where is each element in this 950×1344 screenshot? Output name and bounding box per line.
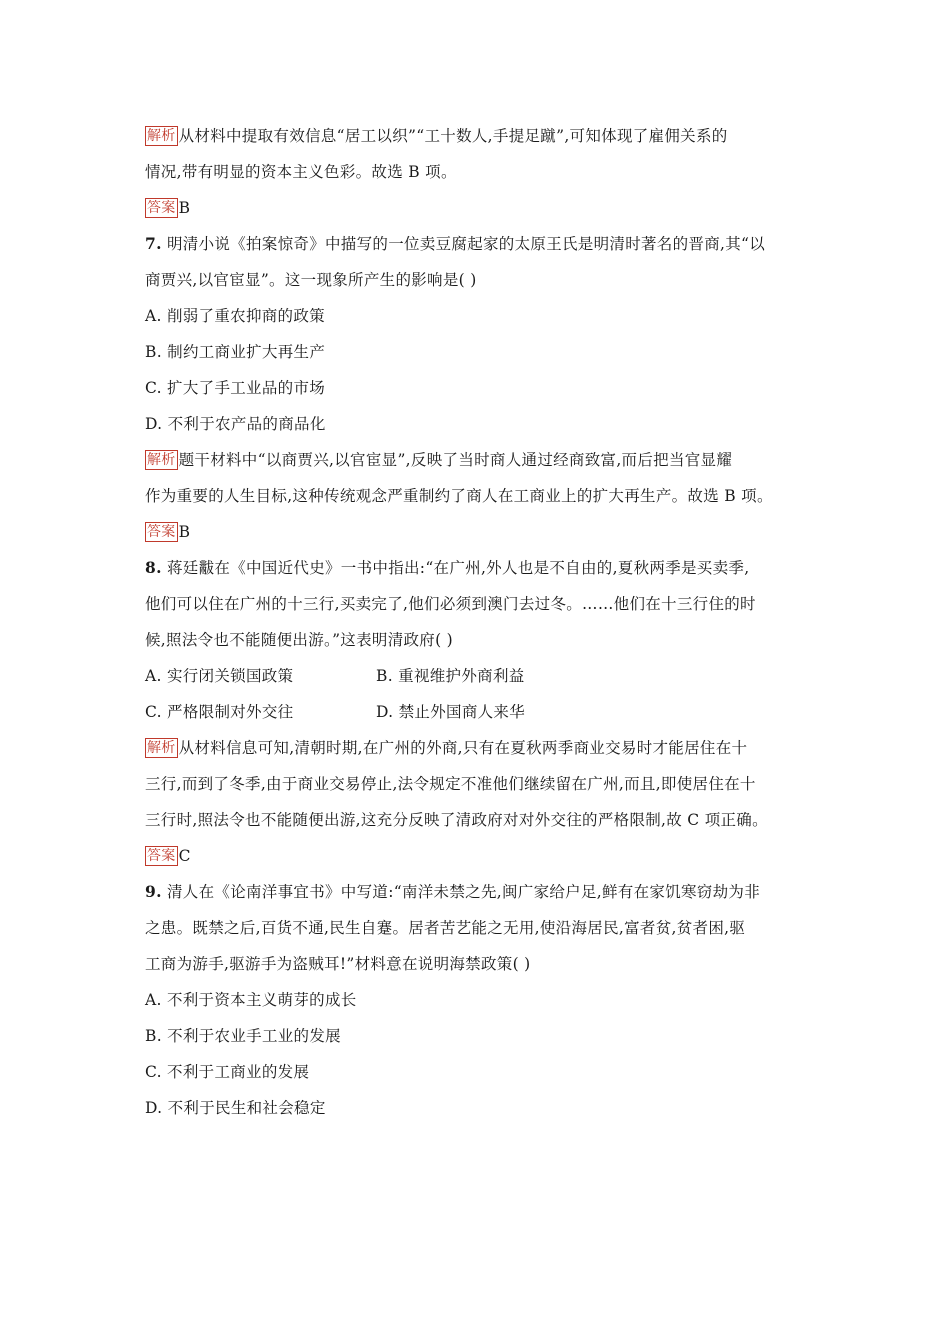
q8-number: 8. [145, 558, 162, 577]
q9-option-a[interactable]: A. 不利于资本主义萌芽的成长 [145, 991, 357, 1009]
q8-option-c[interactable]: C. 严格限制对外交往 [145, 703, 294, 721]
q7-analysis-line-2: 作为重要的人生目标,这种传统观念严重制约了商人在工商业上的扩大再生产。故选 B 项。 [145, 487, 773, 505]
q9-stem-line-2: 之患。既禁之后,百货不通,民生自蹇。居者苦艺能之无用,使沿海居民,富者贫,贫者困,驱 [145, 919, 746, 937]
q8-analysis-line-1: 解析 从材料信息可知,清朝时期,在广州的外商,只有在夏秋两季商业交易时才能居住在十 [147, 739, 748, 757]
q9-option-c[interactable]: C. 不利于工商业的发展 [145, 1063, 310, 1081]
q8-options-row-2 [145, 694, 810, 730]
q7-stem-line-1: 7. 明清小说《拍案惊奇》中描写的一位卖豆腐起家的太原王氏是明清时著名的晋商,其“以 [145, 234, 766, 253]
q8-option-a[interactable]: A. 实行闭关锁国政策 [145, 667, 294, 685]
q8-stem-line-2: 他们可以住在广州的十三行,买卖完了,他们必须到澳门去过冬。……他们在十三行住的时 [145, 595, 756, 613]
q8-option-d[interactable]: D. 禁止外国商人来华 [376, 703, 526, 721]
q9-option-b[interactable]: B. 不利于农业手工业的发展 [145, 1027, 341, 1045]
analysis-tag: 解析 [147, 452, 176, 468]
answer-tag: 答案 [147, 200, 176, 216]
q8-option-b[interactable]: B. 重视维护外商利益 [376, 667, 525, 685]
q8-analysis-line-3: 三行时,照法令也不能随便出游,这充分反映了清政府对对外交往的严格限制,故 C 项正确。 [145, 811, 768, 829]
answer-tag: 答案 [147, 848, 176, 864]
q7-option-a[interactable]: A. 削弱了重农抑商的政策 [145, 307, 325, 325]
q6-answer: 答案 B [147, 199, 191, 217]
q8-stem-line-3: 候,照法令也不能随便出游。”这表明清政府( ) [145, 631, 454, 649]
q9-option-d[interactable]: D. 不利于民生和社会稳定 [145, 1099, 326, 1117]
q9-stem-line-1: 9. 清人在《论南洋事宜书》中写道:“南洋未禁之先,闽广家给户足,鲜有在家饥寒窃劫为非 [145, 882, 761, 901]
q8-stem-line-1: 8. 蒋廷黻在《中国近代史》一书中指出:“在广州,外人也是不自由的,夏秋两季是买卖季, [145, 558, 750, 577]
q9-stem-line-3: 工商为游手,驱游手为盗贼耳!”材料意在说明海禁政策( ) [145, 955, 531, 973]
q7-option-c[interactable]: C. 扩大了手工业品的市场 [145, 379, 326, 397]
q6-analysis-line-1: 解析 从材料中提取有效信息“居工以织”“工十数人,手提足蹴”,可知体现了雇佣关系的 [147, 127, 728, 145]
q7-answer: 答案 B [147, 523, 191, 541]
q7-stem-line-2: 商贾兴,以官宦显”。这一现象所产生的影响是( ) [145, 271, 477, 289]
answer-tag: 答案 [147, 524, 176, 540]
q6-analysis-line-2: 情况,带有明显的资本主义色彩。故选 B 项。 [145, 163, 457, 181]
q7-option-b[interactable]: B. 制约工商业扩大再生产 [145, 343, 326, 361]
q9-number: 9. [145, 882, 162, 901]
q7-analysis-line-1: 解析 题干材料中“以商贾兴,以官宦显”,反映了当时商人通过经商致富,而后把当官显耀 [147, 451, 733, 469]
q8-answer: 答案 C [147, 847, 191, 865]
q8-analysis-line-2: 三行,而到了冬季,由于商业交易停止,法令规定不准他们继续留在广州,而且,即使居住在十 [145, 775, 756, 793]
analysis-tag: 解析 [147, 128, 176, 144]
q7-number: 7. [145, 234, 162, 253]
q7-option-d[interactable]: D. 不利于农产品的商品化 [145, 415, 326, 433]
analysis-tag: 解析 [147, 740, 176, 756]
document-page [145, 118, 810, 1126]
q8-options-row-1 [145, 658, 810, 694]
